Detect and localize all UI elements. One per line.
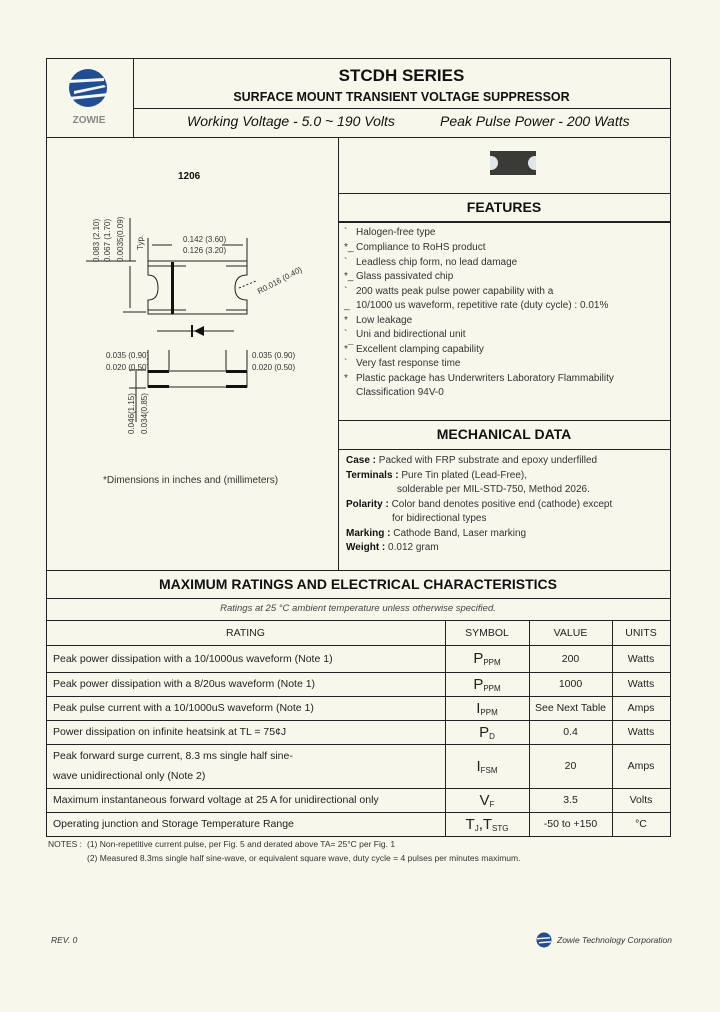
revision: REV. 0: [51, 935, 78, 945]
company-name: Zowie Technology Corporation: [557, 935, 672, 945]
terminals-label: Terminals :: [346, 470, 399, 481]
symbol-cell: [445, 696, 529, 720]
units-cell: Watts: [627, 652, 655, 665]
notes-label: NOTES :: [48, 839, 83, 849]
symbol-part: PPM: [483, 658, 501, 667]
dimensions-note: *Dimensions in inches and (millimeters): [103, 475, 279, 486]
symbol-part: STG: [492, 823, 509, 833]
mech-marking: [346, 528, 526, 539]
mech-terminals: [346, 470, 527, 481]
bullet-icon: *_: [344, 271, 354, 282]
feature-item: [344, 373, 614, 384]
feature-text: Classification 94V-0: [356, 387, 444, 398]
feature-item: [344, 358, 461, 369]
units-cell: Watts: [627, 726, 655, 738]
divider: [338, 449, 670, 450]
subtitle: SURFACE MOUNT TRANSIENT VOLTAGE SUPPRESSOR: [233, 90, 570, 104]
bullet-icon: *: [344, 373, 348, 384]
dim-terminal-left: [106, 350, 149, 374]
weight-value: 0.012 gram: [388, 542, 439, 553]
working-voltage: Working Voltage - 5.0 ~ 190 Volts: [187, 113, 395, 129]
dim-length-min: 0.126 (3.20): [183, 246, 227, 255]
units-cell: °C: [635, 818, 647, 830]
dim-terminal-right: [252, 350, 295, 374]
feature-item: [344, 344, 484, 355]
bullet-icon: `: [344, 329, 348, 340]
symbol-part: P: [473, 650, 484, 667]
rating-cell: Power dissipation on infinite heatsink at TL = 75¢J: [53, 726, 287, 738]
mech-weight: [346, 542, 439, 553]
marking-label: Marking :: [346, 528, 391, 539]
symbol-part: J: [474, 823, 479, 833]
symbol-part: ,T: [478, 815, 493, 833]
logo-text: ZOWIE: [72, 115, 106, 126]
symbol-part: V: [479, 791, 490, 809]
header-units: UNITS: [625, 626, 657, 639]
dim-terminal-left-min: 0.020 (0.50): [106, 363, 150, 372]
features-title: FEATURES: [466, 199, 542, 215]
case-value: Packed with FRP substrate and epoxy underfilled: [378, 455, 598, 466]
dim-terminal-right-max: 0.035 (0.90): [252, 351, 296, 360]
package-label: 1206: [178, 171, 201, 182]
symbol-cell: [445, 812, 529, 836]
feature-text: Very fast response time: [356, 358, 461, 369]
symbol-cell: [445, 788, 529, 812]
symbol-part: FSM: [480, 765, 498, 775]
feature-item: [344, 300, 608, 311]
symbol-part: PPM: [480, 707, 498, 717]
value-cell: 0.4: [563, 726, 578, 738]
dim-typ: Typ.: [136, 234, 145, 250]
symbol-part: F: [489, 799, 495, 809]
bullet-icon: `: [344, 227, 348, 238]
bullet-icon: *¯: [344, 344, 354, 355]
peak-pulse-power: Peak Pulse Power - 200 Watts: [440, 113, 630, 129]
rating-cell: Peak pulse current with a 10/1000uS waveform (Note 1): [53, 702, 314, 714]
terminals-value: Pure Tin plated (Lead-Free),: [401, 470, 528, 481]
symbol-part: I: [476, 699, 481, 717]
dim-terminal-left-max: 0.035 (0.90): [106, 351, 150, 360]
feature-item: [344, 315, 412, 326]
product-photo: [490, 151, 536, 175]
mech-polarity-2: for bidirectional types: [392, 513, 487, 524]
mech-case: [346, 455, 597, 466]
feature-item: [344, 227, 436, 238]
value-cell: 20: [564, 760, 577, 772]
feature-item: [344, 257, 517, 268]
mechanical-title: MECHANICAL DATA: [436, 426, 572, 442]
series-title: STCDH SERIES: [338, 66, 465, 85]
rating-text: Peak forward surge current, 8.3 ms single half sine-: [53, 750, 293, 762]
feature-text: Halogen-free type: [356, 227, 436, 238]
divider: [338, 221, 670, 223]
dim-gap: 0.0035(0.09): [116, 216, 125, 262]
units-cell: Watts: [627, 678, 655, 690]
bullet-icon: `: [344, 286, 348, 297]
feature-text: Excellent clamping capability: [356, 344, 484, 355]
symbol-cell: [445, 720, 529, 744]
feature-text: Plastic package has Underwriters Laboratory Flammability: [356, 373, 614, 384]
feature-text: Low leakage: [356, 315, 413, 326]
dim-terminal-right-min: 0.020 (0.50): [252, 363, 296, 372]
note-1: (1) Non-repetitive current pulse, per Fig. 5 and derated above TA= 25°C per Fig. 1: [87, 839, 396, 849]
rating-cell: Operating junction and Storage Temperature Range: [53, 818, 294, 830]
marking-value: Cathode Band, Laser marking: [393, 528, 527, 539]
value-cell: See Next Table: [534, 702, 607, 714]
symbol-cell: [445, 744, 529, 788]
divider: [338, 193, 670, 194]
feature-text: Uni and bidirectional unit: [356, 329, 466, 340]
symbol-part: I: [476, 757, 481, 775]
feature-text: Leadless chip form, no lead damage: [356, 257, 518, 268]
note-2: (2) Measured 8.3ms single half sine-wave, or equivalent square wave, duty cycle = 4 pulses per minutes maximum.: [87, 853, 521, 863]
feature-text: 10/1000 us waveform, repetitive rate (duty cycle) : 0.01%: [356, 300, 609, 311]
rating-cell: Peak power dissipation with a 8/20us waveform (Note 1): [53, 678, 316, 690]
value-cell: 3.5: [563, 794, 578, 806]
polarity-value: Color band denotes positive end (cathode) except: [391, 499, 613, 510]
feature-item: [344, 387, 444, 398]
dim-length: [183, 234, 226, 256]
symbol-cell: [445, 672, 529, 696]
feature-item: [344, 242, 486, 253]
header-symbol: SYMBOL: [465, 626, 509, 639]
weight-label: Weight :: [346, 542, 386, 553]
dim-thickness-max: 0.046(1.15): [127, 393, 136, 434]
feature-item: [344, 286, 553, 297]
dim-radius: R0.016 (0.40): [256, 265, 304, 296]
bullet-icon: `: [344, 358, 348, 369]
polarity-label: Polarity :: [346, 499, 389, 510]
bullet-icon: *_: [344, 242, 354, 253]
rating-cell: Peak power dissipation with a 10/1000us waveform (Note 1): [53, 652, 333, 665]
dim-length-max: 0.142 (3.60): [183, 235, 227, 244]
value-cell: 1000: [558, 678, 583, 690]
dim-height-max: 0.083 (2.10): [92, 218, 101, 262]
dim-thickness-min: 0.034(0.85): [140, 393, 149, 434]
ratings-conditions: Ratings at 25 °C ambient temperature unless otherwise specified.: [220, 603, 496, 614]
rating-text: wave unidirectional only (Note 2): [53, 770, 206, 782]
case-label: Case :: [346, 455, 377, 466]
mech-terminals-2: solderable per MIL-STD-750, Method 2026.: [397, 484, 590, 495]
units-cell: Volts: [629, 794, 653, 806]
zowie-footer-logo-icon: [536, 932, 552, 948]
bullet-icon: `: [344, 257, 348, 268]
value-cell: 200: [561, 652, 580, 665]
rating-cell: [46, 744, 445, 788]
header-rating: RATING: [226, 626, 265, 639]
divider: [46, 570, 670, 571]
value-cell: -50 to +150: [543, 818, 598, 830]
units-cell: Amps: [627, 702, 655, 714]
symbol-part: T: [465, 815, 475, 833]
feature-item: [344, 329, 466, 340]
divider: [46, 137, 670, 138]
feature-item: [344, 271, 453, 282]
mech-polarity: [346, 499, 612, 510]
rating-cell: Maximum instantaneous forward voltage at 25 A for unidirectional only: [53, 794, 379, 806]
symbol-part: P: [479, 723, 490, 741]
divider: [133, 108, 670, 109]
symbol-part: PPM: [483, 683, 501, 693]
units-cell: Amps: [627, 760, 655, 772]
divider: [46, 598, 670, 599]
feature-text: Compliance to RoHS product: [356, 242, 486, 253]
symbol-part: D: [489, 731, 495, 741]
bullet-icon: _: [344, 300, 350, 311]
divider: [338, 420, 670, 421]
symbol-part: P: [473, 675, 484, 693]
dim-height-min: 0.067 (1.70): [103, 218, 112, 262]
feature-text: 200 watts peak pulse power capability with a: [356, 286, 554, 297]
zowie-logo: [64, 66, 114, 132]
feature-text: Glass passivated chip: [356, 271, 454, 282]
header-value: VALUE: [553, 626, 588, 639]
ratings-title: MAXIMUM RATINGS AND ELECTRICAL CHARACTERISTICS: [159, 576, 557, 592]
symbol-cell: [445, 645, 529, 672]
bullet-icon: *: [344, 315, 348, 326]
